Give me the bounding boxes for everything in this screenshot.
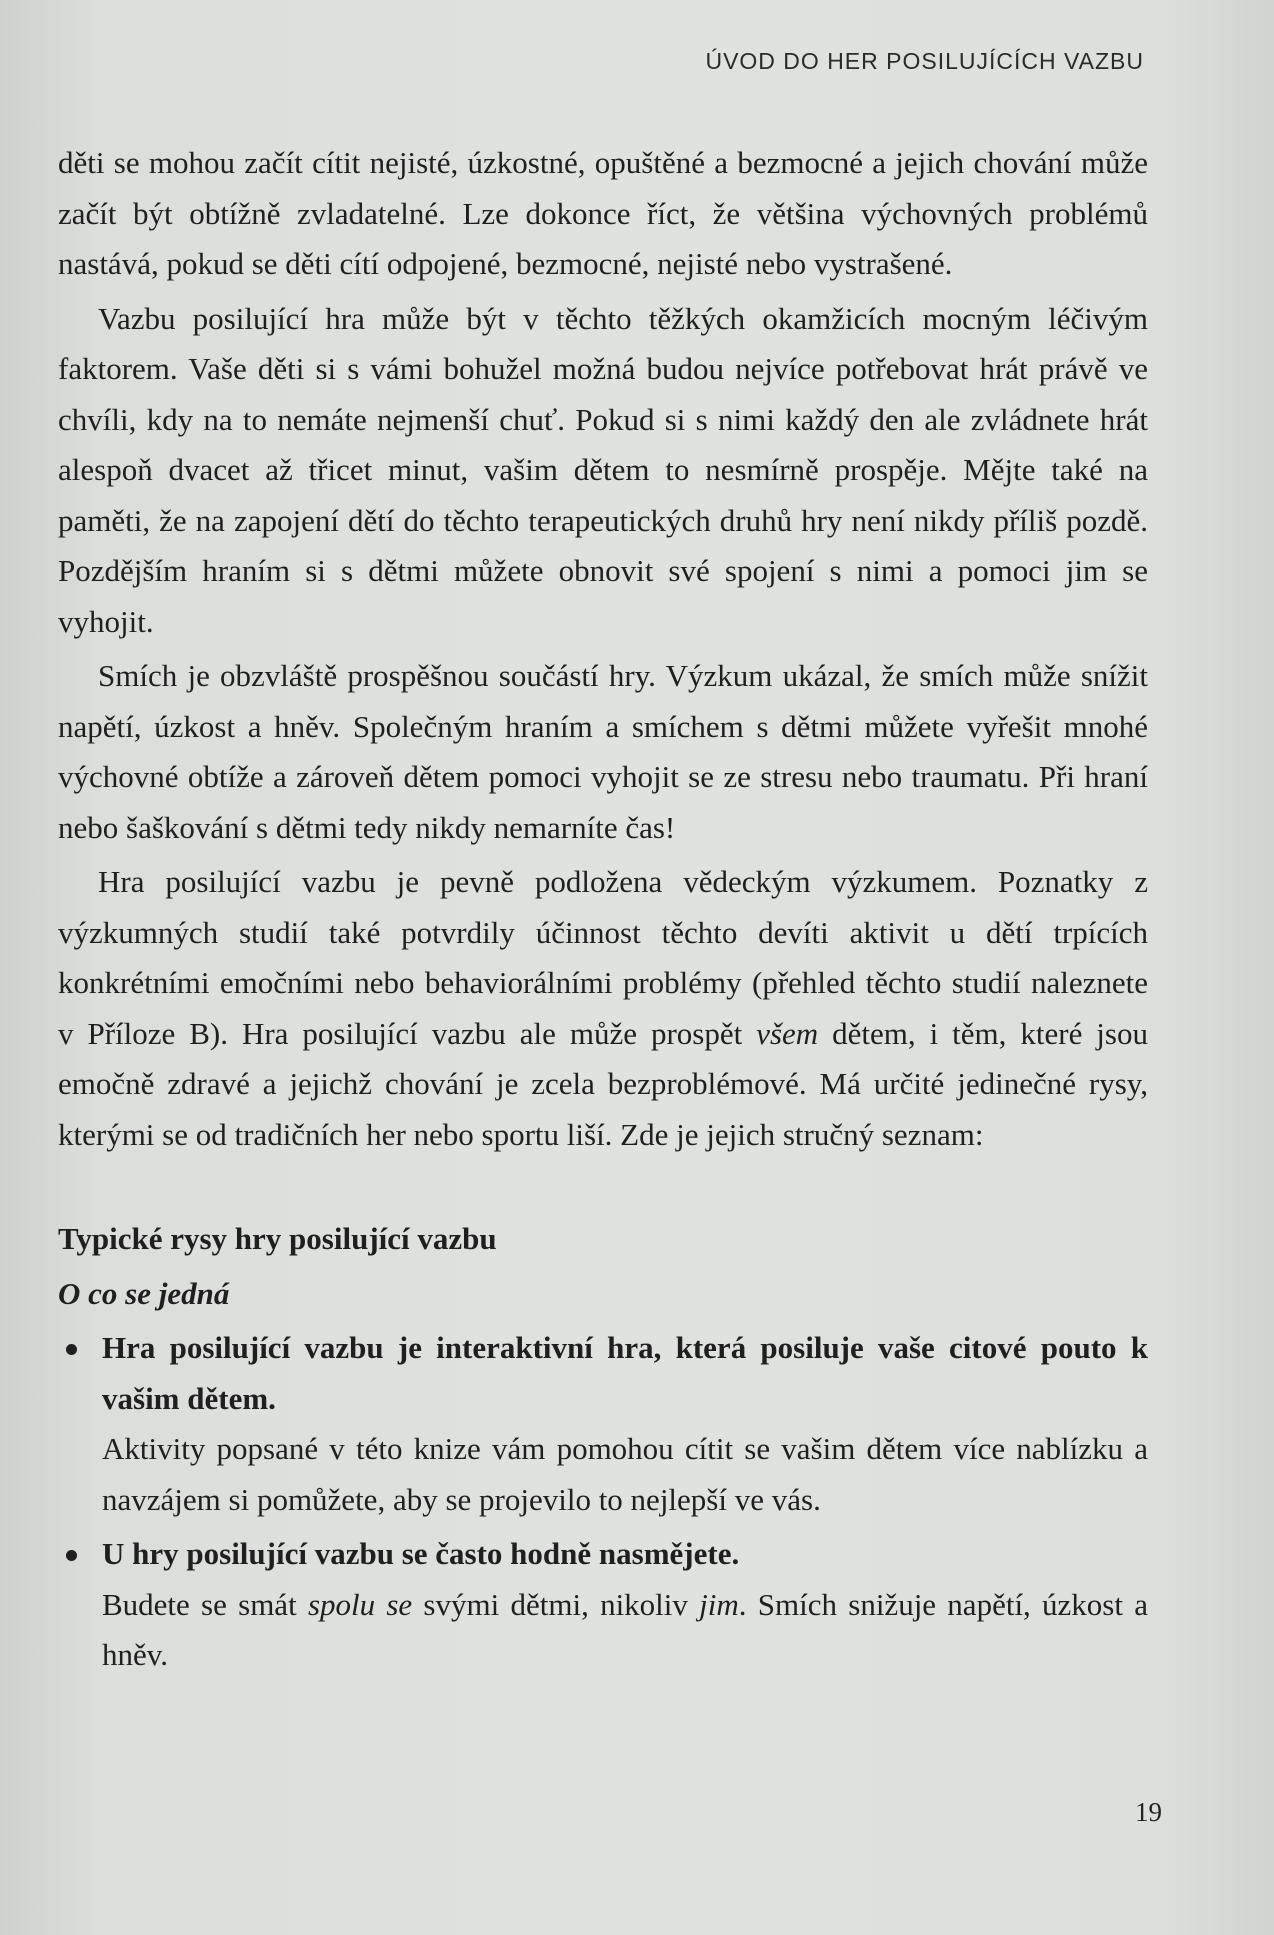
list-item-lead: Hra posilující vazbu je interaktivní hra, která posiluje vaše citové pouto k vašim dětem. <box>102 1330 1148 1416</box>
paragraph-3: Smích je obzvláště prospěšnou součástí hry. Výzkum ukázal, že smích může snížit napětí, úzkost a hněv. Společným hraním a smíchem s dětmi můžete vyřešit mnohé výchovné obtíže a zároveň dětem pomoci vyhojit se ze stresu nebo traumatu. Při hraní nebo šaškování s dětmi tedy nikdy nemarníte čas! <box>58 658 1148 845</box>
paragraph-4-text-a: Hra posilující vazbu je pevně podložena vědeckým výzkumem. Poznatky z výzkumných studií také potvrdily účinnost těchto devíti aktivit u dětí trpících konkrétními emočními nebo behaviorálními problémy (přehled těchto studií naleznete v Příloze B). Hra posilující vazbu ale může prospět <box>58 864 1148 1051</box>
paragraph-4-emphasis: všem <box>756 1015 819 1051</box>
list-item-description: Aktivity popsané v této knize vám pomohou cítit se vašim dětem více nablízku a navzájem si pomůžete, aby se projevilo to nejlepší ve vás. <box>102 1431 1148 1517</box>
description-emphasis-2: jim <box>699 1586 739 1622</box>
section-subheading: O co se jedná <box>58 1275 230 1311</box>
page-number: 19 <box>1135 1797 1162 1827</box>
list-item <box>58 1323 1148 1525</box>
section-heading: Typické rysy hry posilující vazbu <box>58 1221 497 1256</box>
paragraph-4-text-b: dětem, i těm, které jsou emočně zdravé a jejichž chování je zcela bezproblémové. Má určité jedinečné rysy, kterými se od tradičních her nebo sportu liší. Zde je jejich stručný seznam: <box>58 1015 1148 1152</box>
list-item-lead: U hry posilující vazbu se často hodně nasmějete. <box>102 1536 740 1571</box>
list-item <box>58 1529 1148 1681</box>
running-header: ÚVOD DO HER POSILUJÍCÍCH VAZBU <box>705 48 1144 74</box>
description-text-b: svými dětmi, nikoliv <box>412 1586 700 1622</box>
paragraph-4 <box>58 857 1148 1160</box>
bullet-icon <box>66 1344 77 1355</box>
bullet-icon <box>66 1550 77 1561</box>
description-emphasis-1: spolu se <box>307 1586 413 1622</box>
paragraph-1: děti se mohou začít cítit nejisté, úzkostné, opuštěné a bezmocné a jejich chování může začít být obtížně zvladatelné. Lze dokonce říct, že většina výchovných problémů nastává, pokud se děti cítí odpojené, bezmocné, nejisté nebo vystrašené. <box>58 145 1148 281</box>
paragraph-2: Vazbu posilující hra může být v těchto těžkých okamžicích mocným léčivým faktorem. Vaše děti si s vámi bohužel možná budou nejvíce potřebovat hrát právě ve chvíli, kdy na to nemáte nejmenší chuť. Pokud si s nimi každý den ale zvládnete hrát alespoň dvacet až třicet minut, vašim dětem to nesmírně prospěje. Mějte také na paměti, že na zapojení dětí do těchto terapeutických druhů hry není nikdy příliš pozdě. Pozdějším hraním si s dětmi můžete obnovit své spojení s nimi a pomoci jim se vyhojit. <box>58 300 1148 639</box>
body-text <box>58 138 1148 1681</box>
description-text-c: . Smích snižuje napětí, úzkost a hněv. <box>102 1586 1148 1672</box>
description-text-a: Budete se smát <box>102 1586 308 1622</box>
list-item-description <box>102 1580 1148 1681</box>
